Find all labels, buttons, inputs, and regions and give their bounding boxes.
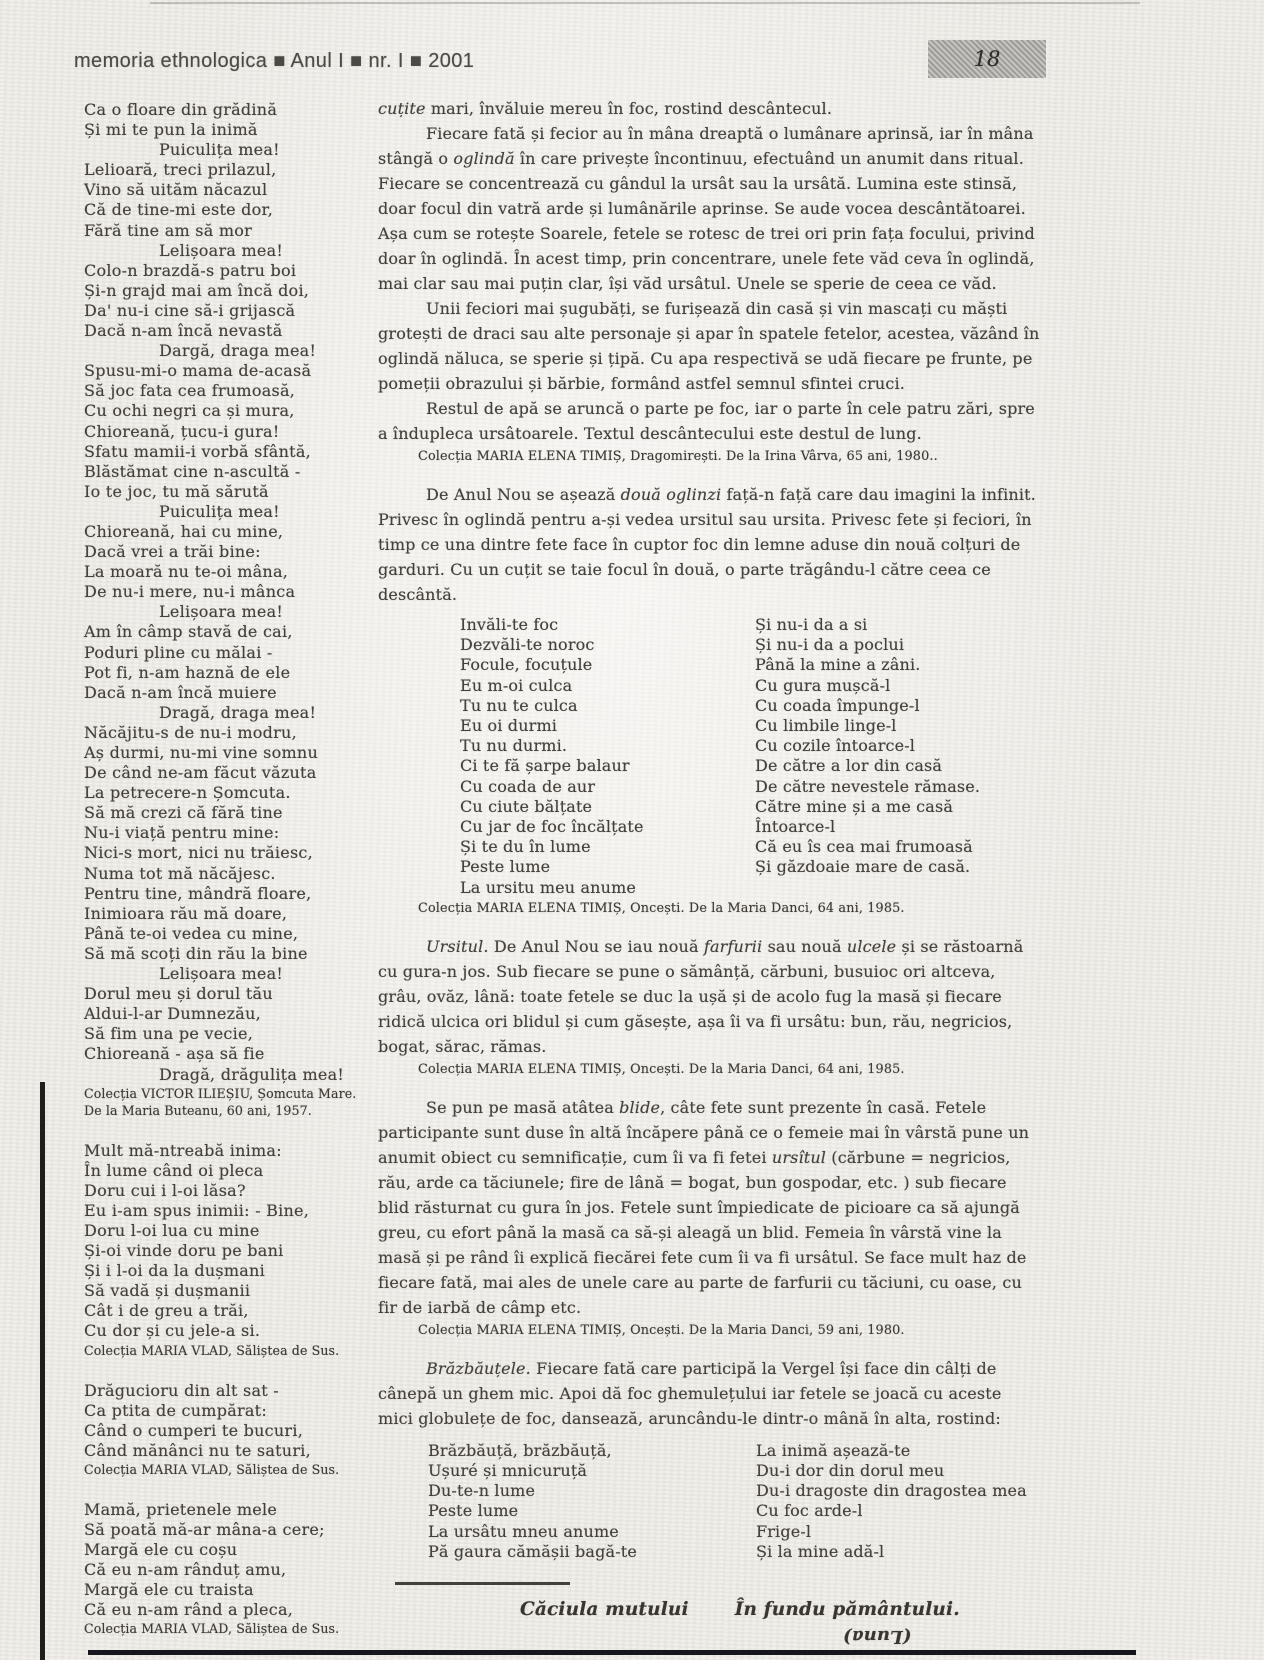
poem-line: Să joc fata cea frumoasă,	[84, 381, 296, 401]
verse-line: Cu ciute bălțate	[460, 796, 593, 816]
verse-line: Și nu-i da a si	[755, 615, 868, 634]
poem-line: Dacă vrei a trăi bine:	[84, 542, 261, 562]
poem-line: Doru l-oi lua cu mine	[84, 1220, 260, 1240]
poem-line: Drăgucioru din alt sat -	[84, 1380, 279, 1400]
poem-line: Să mă crezi că fără tine	[84, 803, 283, 823]
text-segment: cuțite	[378, 99, 426, 118]
poem-line: Și-n grajd mai am încă doi,	[84, 280, 310, 300]
poem-line: Dorul meu și dorul tău	[84, 984, 273, 1004]
poem-line: Și-oi vinde doru pe bani	[84, 1241, 284, 1261]
right-prose-column	[378, 96, 1040, 1649]
incantation-left-column	[460, 615, 755, 898]
poem-line: Să poată mă-ar mâna-a cere;	[84, 1520, 325, 1539]
poem-line: Nici-s mort, nici nu trăiesc,	[84, 843, 313, 863]
fire-verse-right-column	[756, 1441, 1027, 1562]
text-segment: oglindă	[453, 149, 515, 168]
verse-line: Cu gura mușcă-l	[755, 675, 891, 695]
poem-line: Numa tot mă năcăjesc.	[84, 863, 276, 883]
poem-line: Inimioara rău mă doare,	[84, 903, 288, 923]
poem-line: Să fim una pe vecie,	[84, 1024, 254, 1044]
text-segment: două oglinzi	[620, 485, 722, 504]
poem-line: Lelișoara mea!	[159, 602, 284, 622]
poem-line: Nu-i viață pentru mine:	[84, 823, 280, 843]
riddle-answer-wrap	[843, 1624, 911, 1649]
poem-line: Puiculița mea!	[159, 140, 280, 160]
poem-line: Și i l-oi da la dușmani	[84, 1261, 265, 1281]
text-segment: Se pun pe masă atâtea	[426, 1097, 620, 1117]
text-segment: în care privește încontinuu, efectuând un anumit dans ritual. Fiecare se concentrează cu gândul la ursât sau la ursâtă. Lumina este stinsă, doar focul din vatră arde și lumânările aprinse. Se aude vocea descântătoarei. Așa cum se rotește Soarele, fetele se rotesc de trei ori prin fața focului, privind doar în oglindă. În acest timp, prin concentrare, unele fete văd ceva în oglindă, mai clar sau mai puțin clar, își văd ursâtul. Unele se sperie de ceea ce văd.	[378, 149, 1035, 293]
prose-paragraph-mirror-dance	[378, 121, 1040, 296]
riddle-question: Căciula mutului	[520, 1599, 689, 1621]
verse-line: Du-i dragoste din dragostea mea	[756, 1481, 1027, 1501]
text-segment: blide	[619, 1097, 661, 1117]
left-poems-column	[84, 100, 378, 1637]
poem-line: Puiculița mea!	[159, 501, 280, 521]
text-segment: Brăzbăuțele.	[426, 1358, 531, 1378]
prose-paragraph-blide	[378, 1095, 1040, 1320]
text-segment: Ursitul.	[426, 936, 489, 956]
verse-line: Frige-l	[756, 1521, 812, 1541]
text-segment: , câte fete sunt prezente în casă. Fetele participante sunt duse în altă încăpere până ce o femeie mai în vârstă pune un anumit obiect cu semnificație, cum îi va fi fetei	[378, 1097, 1030, 1167]
poem-line: Cu dor și cu jele-a si.	[84, 1321, 261, 1341]
verse-line: La inimă așează-te	[756, 1440, 911, 1460]
poem-line: Dragă, draga mea!	[159, 702, 317, 722]
poem-line: Spusu-mi-o mama de-acasă	[84, 361, 312, 381]
verse-line: Peste lume	[460, 857, 551, 877]
poem-line: Că de tine-mi este dor,	[84, 200, 274, 220]
text-segment: Fiecare fată care participă la Vergel își face din câlți de cânepă un ghem mic. Apoi dă foc ghemulețului iar fetele se joacă cu aceste mici globulețe de foc, dansează, aruncându-le dintr-o mână în alta, rostind:	[378, 1358, 1002, 1428]
poem-line: Când o cumperi te bucuri,	[84, 1420, 304, 1440]
poem-line: Cu ochi negri ca și mura,	[84, 401, 295, 421]
poem-line: Dacă n-am încă nevastă	[84, 321, 283, 341]
verse-line: Cu foc arde-l	[756, 1501, 863, 1521]
prose-paragraph-two-mirrors	[378, 482, 1040, 607]
poem-line: Doru cui i l-oi lăsa?	[84, 1180, 246, 1200]
verse-line: Până la mine a zâni.	[755, 655, 921, 675]
text-segment: față-n față care dau imagini la infinit. Privesc în oglindă pentru a-și vedea ursitul sau ursita. Privesc fete și feciori, în timp ce una dintre fete face în cuptor foc din lemne aduse din nouă colțuri de garduri. Cu un cuțit se taie focul în două, o parte trăgându-l către ceea ce descântă.	[378, 485, 1036, 604]
journal-header: memoria ethnologica ■ Anul I ■ nr. I ■ 2001	[74, 50, 475, 72]
verse-line: Și găzdoaie mare de casă.	[755, 857, 971, 877]
poem-line: Năcăjitu-s de nu-i modru,	[84, 722, 297, 742]
poem-line: Colecția MARIA VLAD, Săliștea de Sus.	[84, 1461, 340, 1477]
verse-line: Du-i dor din dorul meu	[756, 1461, 945, 1481]
poem-line: Ca ptita de cumpărat:	[84, 1400, 267, 1420]
verse-line: Ușuré și mnicuruță	[428, 1461, 588, 1481]
poem-line: Am în câmp stavă de cai,	[84, 622, 293, 642]
source-credit: Colecția MARIA ELENA TIMIȘ, Oncești. De la Maria Danci, 64 ani, 1985.	[418, 1061, 905, 1077]
verse-line: Cu cozile întoarce-l	[755, 736, 916, 756]
verse-line: Eu oi durmi	[460, 716, 558, 736]
text-segment: și se răstoarnă cu gura-n jos. Sub fiecare se pune o sămânță, cărbuni, busuioc ori altceva, grâu, ovăz, lână: toate fetele se duc la ușă și de acolo fug la masă și fiecare ridică ulcica ori blidul și cum găsește, așa îi va fi ursâtu: bun, rău, negricios, bogat, sărac, rămas.	[378, 936, 1024, 1056]
poem-line: De la Maria Buteanu, 60 ani, 1957.	[84, 1102, 312, 1118]
poem-line: Da' nu-i cine să-i grijască	[84, 300, 296, 320]
poem-line: Să mă scoți din rău la bine	[84, 943, 308, 963]
fire-ball-verse-block	[378, 1441, 1040, 1562]
verse-line: Și te du în lume	[460, 837, 591, 857]
scan-edge-top-line	[150, 2, 1140, 4]
source-credit: Colecția MARIA ELENA TIMIȘ, Dragomirești. De la Irina Vârva, 65 ani, 1980..	[418, 449, 938, 464]
poem-line: Eu i-am spus inimii: - Bine,	[84, 1200, 310, 1220]
poem-line: Că eu n-am rând a pleca,	[84, 1600, 294, 1620]
poem-line: Pot fi, n-am haznă de ele	[84, 662, 291, 682]
poem-line: Lelișoara mea!	[159, 240, 284, 260]
poem-line: Când mănânci nu te saturi,	[84, 1440, 311, 1460]
poem-line: Lelișoara mea!	[159, 964, 284, 984]
verse-line: Ci te fă șarpe balaur	[460, 756, 630, 776]
poem-line: Io te joc, tu mă sărută	[84, 481, 269, 501]
poem-line: Colecția MARIA VLAD, Săliștea de Sus.	[84, 1342, 340, 1358]
poem-line: Cât i de greu a trăi,	[84, 1301, 249, 1321]
poem-line: Poduri pline cu mălai -	[84, 642, 273, 662]
poem-line: Chioreană - așa să fie	[84, 1044, 265, 1064]
verse-line: Dezvăli-te noroc	[460, 635, 595, 655]
poem-line: Și mi te pun la inimă	[84, 120, 258, 140]
poem-line: Lelioară, treci prilazul,	[84, 160, 277, 180]
verse-line: Cu coada împunge-l	[755, 695, 920, 715]
page-number: 18	[973, 47, 1001, 71]
verse-line: Cu coada de aur	[460, 776, 596, 796]
source-credit: Colecția MARIA ELENA TIMIȘ, Oncești. De la Maria Danci, 64 ani, 1985.	[418, 900, 905, 916]
verse-line: La ursâtu mneu anume	[428, 1521, 619, 1541]
text-segment: De Anul Nou se așează	[426, 485, 621, 504]
poem-line: Pentru tine, mândră floare,	[84, 883, 312, 903]
incantation-right-column	[755, 615, 980, 898]
verse-line: Tu nu durmi.	[460, 736, 568, 756]
poem-line: În lume când oi pleca	[84, 1160, 264, 1180]
poem-line: Chioreană, țucu-i gura!	[84, 421, 280, 441]
poem-line: Colo-n brazdă-s patru boi	[84, 260, 297, 280]
poem-line: Dragă, drăgulița mea!	[159, 1064, 345, 1084]
text-segment: Fiecare fată și fecior au în mâna dreaptă o lumânare aprinsă, iar în mâna stângă o	[378, 124, 1034, 168]
riddle-row	[520, 1597, 1040, 1622]
poem-line: Chioreană, hai cu mine,	[84, 521, 284, 541]
poem-line: De când ne-am făcut văzuta	[84, 763, 317, 783]
prose-paragraph-brazbautele	[378, 1356, 1040, 1431]
poem-line: La moară nu te-oi mâna,	[84, 562, 289, 582]
poem-line: Până te-oi vedea cu mine,	[84, 923, 299, 943]
poem-line: Margă ele cu traista	[84, 1580, 254, 1600]
text-segment: De Anul Nou se iau nouă	[488, 936, 704, 956]
verse-line: Brăzbăuță, brăzbăuță,	[428, 1440, 612, 1460]
footer-divider-rule	[395, 1582, 570, 1585]
verse-line: Cu jar de foc încălțate	[460, 817, 644, 837]
text-segment: (cărbune = negricios, rău, arde ca tăciunele; fire de lână = bogat, bun gospodar, etc. ) sub fiecare blid răsturnat cu gura în jos. Fetele sunt împiedicate de picioare ca să ajungă greu, cu efort până la masă ca să-și aleagă un blid. Femeia în vârstă vine la masă și pe rând îi explică fiecărei fete cum îi va fi ursâtul. Se face mult haz de fiecare fată, mai ales de unele care au parte de farfurii cu tăciuni, cu oase, cu fir de iarbă de câmp etc.	[378, 1147, 1027, 1317]
scan-edge-line-bottom	[88, 1650, 1136, 1655]
poem-line: Sfatu mamii-i vorbă sfântă,	[84, 441, 311, 461]
verse-line: Întoarce-l	[755, 817, 836, 837]
verse-line: Cu limbile linge-l	[755, 716, 897, 736]
verse-line: De către nevestele rămase.	[755, 776, 981, 796]
poem-line: Blăstămat cine n-ascultă -	[84, 461, 301, 481]
poem-line: De nu-i mere, nu-i mânca	[84, 582, 296, 602]
verse-line: Că eu îs cea mai frumoasă	[755, 837, 973, 857]
poem-line: Mamă, prietenele mele	[84, 1499, 278, 1519]
riddle-clue: În fundu pământului.	[734, 1599, 960, 1621]
poem-line: Că eu n-am rânduț amu,	[84, 1560, 287, 1580]
text-segment: Unii feciori mai șugubăți, se furișează din casă și vin mascați cu măști grotești de draci sau alte personaje și apar în spatele fetelor, acestea, văzând în oglindă năluca, se sperie și țipă. Cu apa respectivă se udă fiecare pe frunte, pe pomeții obrazului și bărbie, formând astfel semnul sfintei cruci.	[378, 299, 1040, 393]
poem-line: Aldui-l-ar Dumnezău,	[84, 1004, 261, 1024]
verse-line: Peste lume	[428, 1501, 519, 1521]
text-segment: sau nouă	[762, 936, 847, 956]
text-segment: ursîtul	[771, 1147, 827, 1167]
poem-line: Margă ele cu coșu	[84, 1540, 238, 1560]
text-segment: Restul de apă se aruncă o parte pe foc, iar o parte în cele patru zări, spre a îndupleca ursâtoarele. Textul descântecului este destul de lung.	[378, 399, 1035, 443]
prose-paragraph-ursitul	[378, 934, 1040, 1059]
verse-line: Du-te-n lume	[428, 1481, 536, 1501]
prose-paragraph-continuation	[378, 96, 1040, 121]
poem-line: Ca o floare din grădină	[84, 100, 278, 119]
incantation-verse-block	[378, 615, 1040, 898]
verse-line: Și nu-i da a poclui	[755, 635, 905, 655]
poem-line: Aș durmi, nu-mi vine somnu	[84, 743, 319, 762]
verse-line: Eu m-oi culca	[460, 675, 573, 695]
poem-line: Colecția MARIA VLAD, Săliștea de Sus.	[84, 1621, 340, 1637]
verse-line: Și la mine adă-l	[756, 1541, 885, 1561]
page-number-badge	[928, 40, 1046, 78]
prose-paragraph-water-rite	[378, 396, 1040, 446]
poem-line: Colecția VICTOR ILIEȘIU, Șomcuta Mare.	[84, 1085, 357, 1101]
verse-line: Invăli-te foc	[460, 615, 559, 634]
text-segment: ulcele	[846, 936, 897, 956]
poem-line: Dargă, draga mea!	[159, 341, 317, 361]
poem-line: Să vadă și dușmanii	[84, 1281, 251, 1301]
verse-line: Către mine și a me casă	[755, 796, 954, 816]
verse-line: De către a lor din casă	[755, 756, 943, 776]
poem-line: Mult mă-ntreabă inima:	[84, 1140, 282, 1160]
fire-verse-left-column	[428, 1441, 756, 1562]
riddle-answer-upside-down: (Luna)	[843, 1626, 912, 1648]
verse-line: Pă gaura cămășii bagă-te	[428, 1541, 637, 1561]
verse-line: Tu nu te culca	[460, 695, 578, 715]
source-credit: Colecția MARIA ELENA TIMIȘ, Oncești. De la Maria Danci, 59 ani, 1980.	[418, 1322, 905, 1338]
poem-line: Dacă n-am încă muiere	[84, 682, 277, 702]
verse-line: Focule, focuțule	[460, 655, 593, 675]
poem-line: Fără tine am să mor	[84, 220, 253, 240]
prose-paragraph-masked-boys	[378, 296, 1040, 396]
text-segment: mari, învăluie mereu în foc, rostind descântecul.	[425, 99, 833, 118]
text-segment: farfurii	[703, 936, 763, 956]
poem-line: La petrecere-n Șomcuta.	[84, 783, 291, 803]
scan-edge-line-left	[40, 1082, 45, 1660]
verse-line: La ursitu meu anume	[460, 877, 637, 897]
poem-line: Vino să uităm năcazul	[84, 180, 268, 200]
